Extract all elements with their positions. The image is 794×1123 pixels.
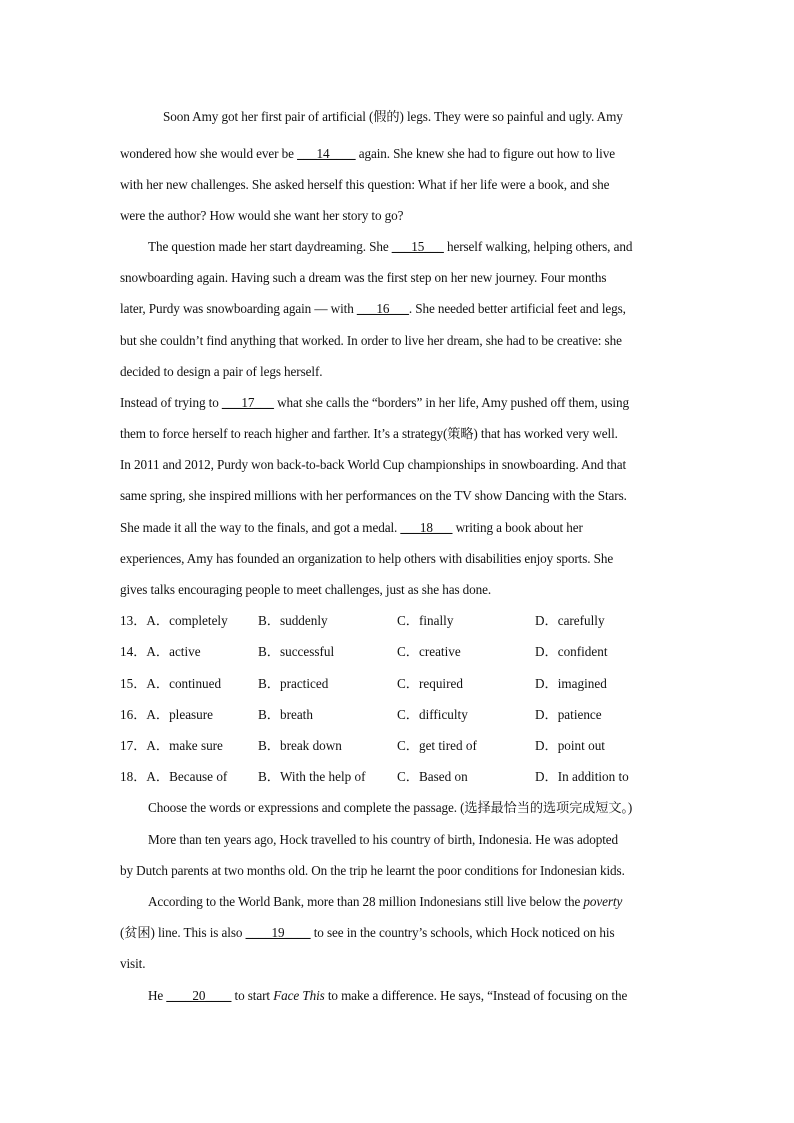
question-16: [120, 706, 680, 724]
blank-19: ____19____: [245, 925, 311, 940]
passage1-line9: decided to design a pair of legs herself.: [120, 364, 323, 379]
passage1-line16: gives talks encouraging people to meet challenges, just as she has done.: [120, 582, 492, 597]
blank-20: ____20____: [166, 988, 232, 1003]
option-d: D．imagined: [535, 676, 607, 691]
passage2-line4: (贫困) line. This is also ____19____ to see in the country’s schools, which Hock noticed on his: [120, 925, 615, 940]
passage1-line7: later, Purdy was snowboarding again — with ___16___. She needed better artificial feet and legs,: [120, 301, 626, 316]
passage1-line3: with her new challenges. She asked herself this question: What if her life were a book, and she: [120, 177, 610, 192]
passage2-line1: More than ten years ago, Hock travelled to his country of birth, Indonesia. He was adopted: [148, 832, 619, 847]
option-c: C．required: [397, 676, 463, 691]
passage1-line14: She made it all the way to the finals, and got a medal. ___18___ writing a book about her: [120, 520, 583, 535]
question-14: [120, 643, 680, 661]
passage1-line8: but she couldn’t find anything that worked. In order to live her dream, she had to be creative: she: [120, 333, 622, 348]
option-c: C．creative: [397, 644, 461, 659]
option-c: C．finally: [397, 613, 454, 628]
option-b: B．successful: [258, 644, 335, 659]
passage1-line5: The question made her start daydreaming. She ___15___ herself walking, helping others, and: [148, 239, 633, 254]
option-d: D．point out: [535, 738, 605, 753]
option-c: C．Based on: [397, 769, 468, 784]
option-a: 14．A．active: [120, 644, 201, 659]
option-a: 15．A．continued: [120, 676, 222, 691]
passage1-line4: were the author? How would she want her story to go?: [120, 208, 404, 223]
passage2-line6: He ____20____ to start Face This to make a difference. He says, “Instead of focusing on the: [148, 988, 628, 1003]
option-b: B．break down: [258, 738, 342, 753]
blank-16: ___16___: [356, 301, 409, 316]
blank-18: ___18___: [400, 520, 453, 535]
option-b: B．practiced: [258, 676, 329, 691]
passage2-line2: by Dutch parents at two months old. On the trip he learnt the poor conditions for Indonesian kids.: [120, 863, 625, 878]
passage1-line10: Instead of trying to ___17___ what she calls the “borders” in her life, Amy pushed off them, using: [120, 395, 629, 410]
option-c: C．difficulty: [397, 707, 468, 722]
passage2-line3: According to the World Bank, more than 28 million Indonesians still live below the poverty: [148, 894, 623, 909]
option-d: D．carefully: [535, 613, 605, 628]
option-d: D．confident: [535, 644, 608, 659]
passage2-line5: visit.: [120, 956, 146, 971]
question-18: [120, 768, 680, 786]
option-a: 16．A．pleasure: [120, 707, 214, 722]
blank-17: ___17___: [221, 395, 274, 410]
section-instruction: Choose the words or expressions and complete the passage. (选择最恰当的选项完成短文。): [148, 800, 633, 815]
passage1-line2: wondered how she would ever be ___14____ again. She knew she had to figure out how to live: [120, 146, 615, 161]
blank-15: ___15___: [391, 239, 444, 254]
option-b: B．With the help of: [258, 769, 366, 784]
question-13: [120, 612, 680, 630]
passage1-line6: snowboarding again. Having such a dream was the first step on her new journey. Four months: [120, 270, 607, 285]
passage1-line11: them to force herself to reach higher and farther. It’s a strategy(策略) that has worked very well.: [120, 426, 618, 441]
option-a: 13．A．completely: [120, 613, 228, 628]
option-a: 18．A．Because of: [120, 769, 228, 784]
passage1-line13: same spring, she inspired millions with her performances on the TV show Dancing with the Stars.: [120, 488, 627, 503]
option-d: D．patience: [535, 707, 602, 722]
option-d: D．In addition to: [535, 769, 629, 784]
passage1-line15: experiences, Amy has founded an organization to help others with disabilities enjoy sports. She: [120, 551, 614, 566]
blank-14: ___14____: [297, 146, 356, 161]
option-b: B．breath: [258, 707, 313, 722]
question-15: [120, 675, 680, 693]
passage1-line1: Soon Amy got her first pair of artificial (假的) legs. They were so painful and ugly. Amy: [163, 109, 623, 124]
option-b: B．suddenly: [258, 613, 328, 628]
passage1-line12: In 2011 and 2012, Purdy won back-to-back World Cup championships in snowboarding. And that: [120, 457, 627, 472]
option-c: C．get tired of: [397, 738, 477, 753]
option-a: 17．A．make sure: [120, 738, 223, 753]
question-17: [120, 737, 680, 755]
